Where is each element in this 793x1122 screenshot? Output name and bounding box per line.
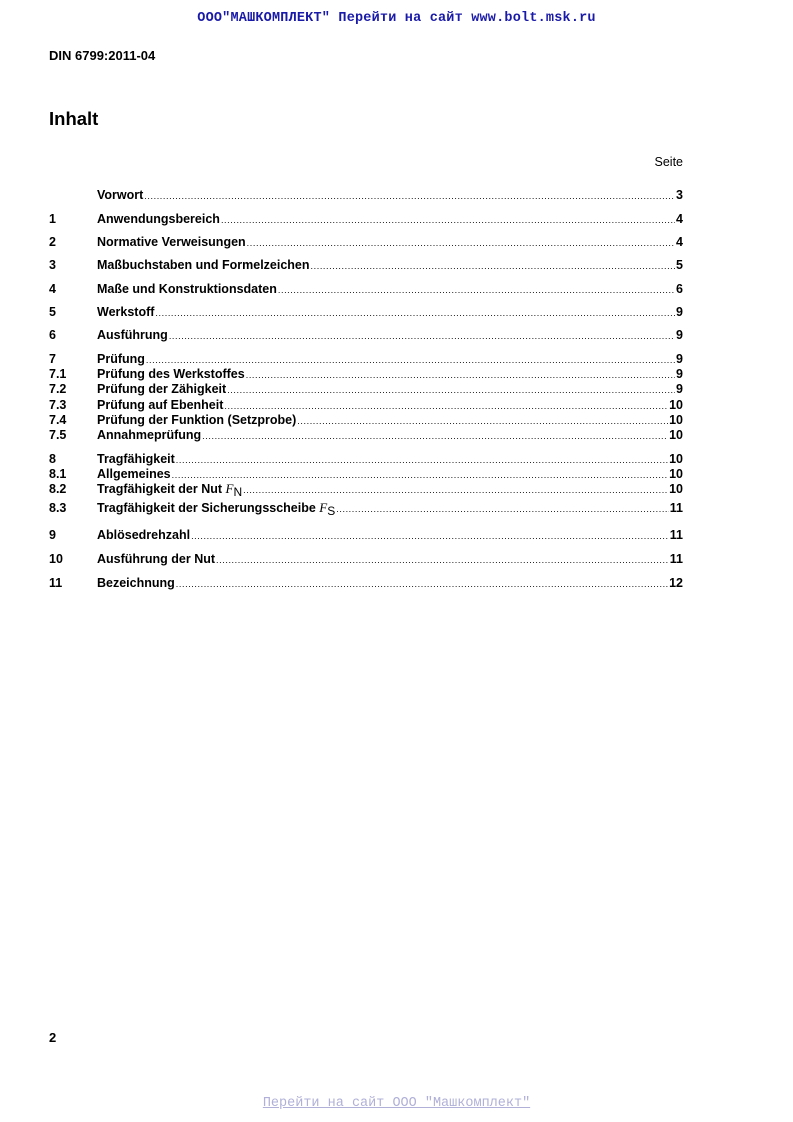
toc-entry[interactable] <box>49 211 683 227</box>
toc-label: Bezeichnung <box>97 576 175 590</box>
toc-leader <box>336 501 669 517</box>
toc-page: 9 <box>676 305 683 319</box>
toc-leader <box>216 552 669 568</box>
force-symbol: F <box>319 500 328 515</box>
toc-entry[interactable] <box>49 575 683 591</box>
toc-label: Annahmeprüfung <box>97 428 202 442</box>
toc-number: 7.1 <box>49 367 67 381</box>
toc-number: 3 <box>49 258 56 272</box>
toc-page: 11 <box>669 528 683 542</box>
toc-page: 10 <box>669 467 683 481</box>
toc-label: Tragfähigkeit <box>97 452 175 466</box>
toc-label: Normative Verweisungen <box>97 235 246 249</box>
toc-page: 10 <box>669 413 683 427</box>
toc-number: 9 <box>49 528 56 542</box>
toc-number: 11 <box>49 576 63 590</box>
toc-leader <box>202 428 668 444</box>
toc-number: 4 <box>49 282 56 296</box>
toc-entry[interactable] <box>49 397 683 413</box>
toc-entry[interactable] <box>49 366 683 382</box>
toc-label <box>97 500 335 519</box>
toc-number: 7.4 <box>49 413 67 427</box>
toc-number: 1 <box>49 212 56 226</box>
toc-page: 9 <box>676 328 683 342</box>
toc-entry[interactable] <box>49 551 683 567</box>
force-symbol: F <box>225 481 234 496</box>
force-subscript: S <box>327 504 336 518</box>
toc-label: Maßbuchstaben und Formelzeichen <box>97 258 310 272</box>
toc-label: Werkstoff <box>97 305 155 319</box>
toc-label: Anwendungsbereich <box>97 212 220 226</box>
toc-label <box>97 481 242 500</box>
toc-entry[interactable] <box>49 187 683 203</box>
toc-leader <box>169 328 675 344</box>
toc-entry[interactable] <box>49 427 683 443</box>
toc-entry[interactable] <box>49 527 683 543</box>
toc-number: 7.2 <box>49 382 67 396</box>
toc-page: 3 <box>676 188 683 202</box>
toc-page: 9 <box>676 352 683 366</box>
toc-label: Ablösedrehzahl <box>97 528 191 542</box>
toc-number: 6 <box>49 328 56 342</box>
toc-number: 5 <box>49 305 56 319</box>
page-number: 2 <box>49 1030 57 1045</box>
toc-page: 4 <box>676 212 683 226</box>
toc-label: Prüfung der Funktion (Setzprobe) <box>97 413 297 427</box>
toc-page: 6 <box>676 282 683 296</box>
toc-leader <box>155 305 675 321</box>
toc-leader <box>221 212 675 228</box>
toc-number: 10 <box>49 552 63 566</box>
toc-entry[interactable] <box>49 281 683 297</box>
page-title: Inhalt <box>49 108 99 129</box>
toc-page: 9 <box>676 367 683 381</box>
toc-page: 10 <box>669 398 683 412</box>
toc-number: 8.2 <box>49 482 67 496</box>
toc-entry[interactable] <box>49 327 683 343</box>
toc-label: Allgemeines <box>97 467 171 481</box>
document-id: DIN 6799:2011-04 <box>49 48 156 63</box>
toc-number: 8.1 <box>49 467 67 481</box>
toc-leader <box>243 482 668 498</box>
force-subscript: N <box>233 485 243 499</box>
toc-entry[interactable] <box>49 351 683 367</box>
toc-leader <box>144 188 675 204</box>
toc-page: 11 <box>669 552 683 566</box>
page-column-label: Seite <box>654 155 683 169</box>
toc-label: Prüfung des Werkstoffes <box>97 367 245 381</box>
toc-entry[interactable] <box>49 500 683 516</box>
toc-page: 4 <box>676 235 683 249</box>
site-banner: ООО"МАШКОМПЛЕКТ" Перейти на сайт www.bolt.msk.ru <box>197 11 596 26</box>
toc-leader <box>191 528 669 544</box>
toc-page: 10 <box>669 482 683 496</box>
toc-page: 5 <box>676 258 683 272</box>
toc-page: 11 <box>669 501 683 515</box>
footer-link[interactable]: Перейти на сайт ООО "Машкомплект" <box>262 1096 531 1111</box>
toc-label: Prüfung <box>97 352 145 366</box>
toc-entry[interactable] <box>49 257 683 273</box>
toc-entry[interactable] <box>49 412 683 428</box>
toc-label: Vorwort <box>97 188 144 202</box>
toc-label-text: Tragfähigkeit der Nut <box>97 482 226 496</box>
toc-label-text: Tragfähigkeit der Sicherungsscheibe <box>97 501 320 515</box>
toc-page: 12 <box>669 576 683 590</box>
toc-leader <box>278 282 675 298</box>
toc-leader <box>227 382 675 398</box>
toc-page: 10 <box>669 452 683 466</box>
toc-label: Ausführung der Nut <box>97 552 216 566</box>
toc-number: 8 <box>49 452 56 466</box>
toc-entry[interactable] <box>49 481 683 497</box>
toc-number: 7.5 <box>49 428 67 442</box>
toc-label: Maße und Konstruktionsdaten <box>97 282 277 296</box>
toc-label: Ausführung <box>97 328 168 342</box>
toc-number: 8.3 <box>49 501 67 515</box>
toc-entry[interactable] <box>49 304 683 320</box>
toc-entry[interactable] <box>49 451 683 467</box>
toc-page: 10 <box>669 428 683 442</box>
toc-page: 9 <box>676 382 683 396</box>
toc-number: 7 <box>49 352 56 366</box>
toc-leader <box>176 576 668 592</box>
toc-label: Prüfung auf Ebenheit <box>97 398 224 412</box>
toc-entry[interactable] <box>49 381 683 397</box>
toc-entry[interactable] <box>49 466 683 482</box>
toc-leader <box>311 258 676 274</box>
toc-leader <box>247 235 675 251</box>
toc-entry[interactable] <box>49 234 683 250</box>
toc-number: 7.3 <box>49 398 67 412</box>
toc-label: Prüfung der Zähigkeit <box>97 382 227 396</box>
toc-number: 2 <box>49 235 56 249</box>
